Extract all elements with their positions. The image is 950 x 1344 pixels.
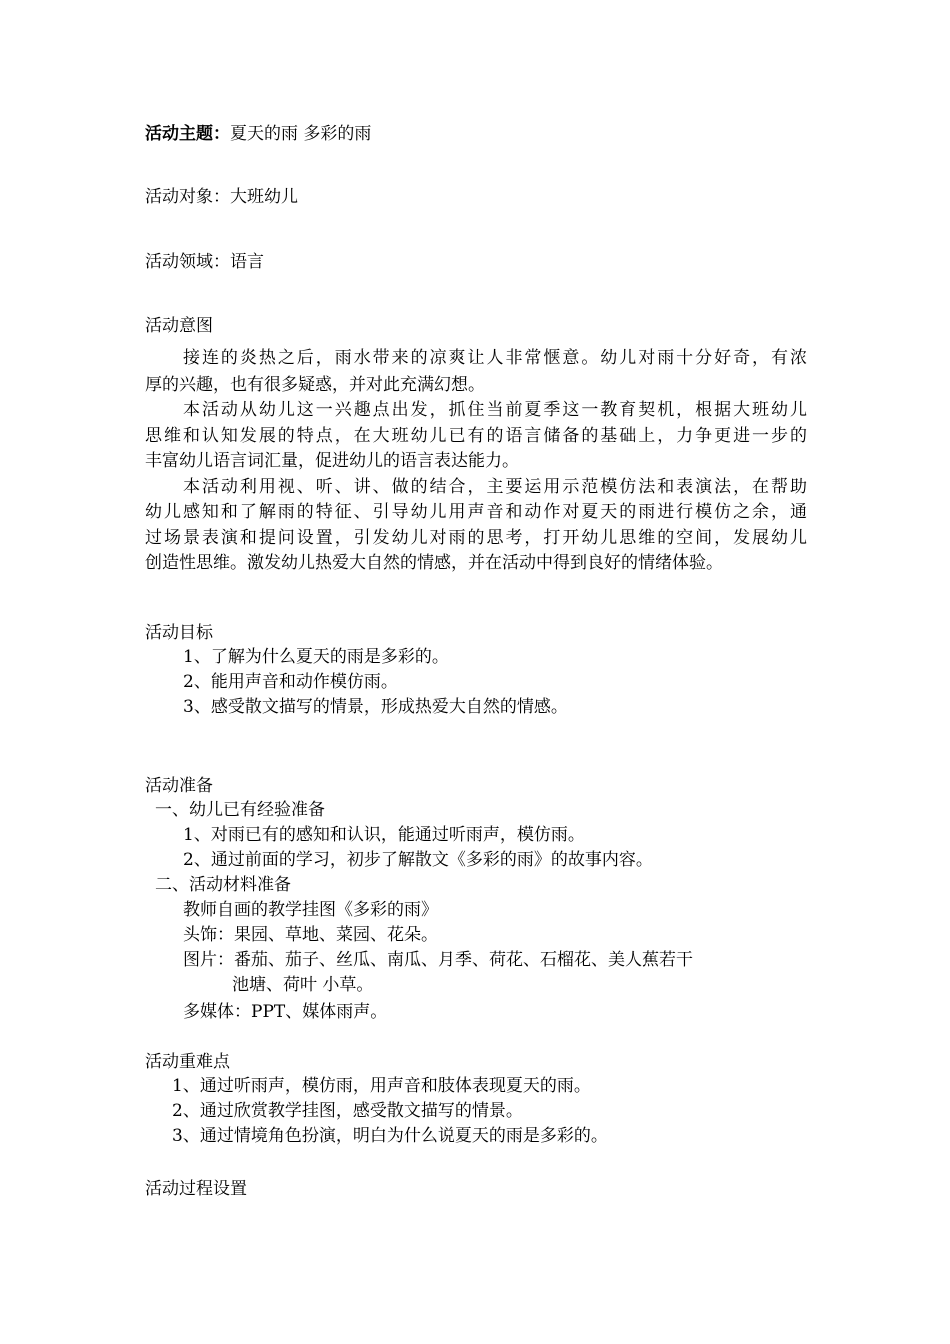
- key-item: 1、通过听雨声，模仿雨，用声音和肢体表现夏天的雨。: [172, 1076, 591, 1096]
- intent-line: 本活动从幼儿这一兴趣点出发，抓住当前夏季这一教育契机，根据大班幼儿: [183, 400, 807, 420]
- prep-item: 1、对雨已有的感知和认识，能通过听雨声，模仿雨。: [183, 825, 585, 845]
- prep-part1-title: 一、幼儿已有经验准备: [155, 800, 325, 820]
- activity-theme: [145, 122, 371, 146]
- prep-heading: 活动准备: [145, 776, 213, 796]
- intent-line: 本活动利用视、听、讲、做的结合，主要运用示范模仿法和表演法，在帮助: [183, 477, 807, 497]
- intent-line: 厚的兴趣，也有很多疑惑，并对此充满幻想。: [145, 375, 485, 395]
- goal-item: 1、了解为什么夏天的雨是多彩的。: [183, 647, 449, 667]
- process-heading: 活动过程设置: [145, 1179, 247, 1199]
- goals-heading: 活动目标: [145, 623, 213, 643]
- goal-item: 3、感受散文描写的情景，形成热爱大自然的情感。: [183, 697, 568, 717]
- intent-line: 过场景表演和提问设置，引发幼儿对雨的思考，打开幼儿思维的空间，发展幼儿: [145, 528, 807, 548]
- prep-item: 图片：番茄、茄子、丝瓜、南瓜、月季、荷花、石榴花、美人蕉若干: [183, 950, 693, 970]
- key-heading: 活动重难点: [145, 1052, 230, 1072]
- intent-line: 创造性思维。激发幼儿热爱大自然的情感，并在活动中得到良好的情绪体验。: [145, 553, 723, 573]
- activity-object: 活动对象：大班幼儿: [145, 187, 298, 207]
- intent-line: 幼儿感知和了解雨的特征、引导幼儿用声音和动作对夏天的雨进行模仿之余，通: [145, 502, 807, 522]
- prep-item: 池塘、荷叶 小草。: [232, 975, 374, 995]
- key-item: 3、通过情境角色扮演，明白为什么说夏天的雨是多彩的。: [172, 1126, 608, 1146]
- prep-part2-title: 二、活动材料准备: [155, 875, 291, 895]
- activity-theme-value: 夏天的雨 多彩的雨: [230, 124, 372, 144]
- intent-line: 接连的炎热之后，雨水带来的凉爽让人非常惬意。幼儿对雨十分好奇，有浓: [183, 348, 807, 368]
- activity-domain: 活动领域：语言: [145, 252, 264, 272]
- prep-item: 多媒体：PPT、媒体雨声。: [183, 1002, 388, 1022]
- goal-item: 2、能用声音和动作模仿雨。: [183, 672, 398, 692]
- activity-theme-label: 活动主题：: [145, 124, 230, 144]
- prep-item: 2、通过前面的学习，初步了解散文《多彩的雨》的故事内容。: [183, 850, 653, 870]
- prep-item: 教师自画的教学挂图《多彩的雨》: [183, 900, 438, 920]
- intent-line: 丰富幼儿语言词汇量，促进幼儿的语言表达能力。: [145, 451, 519, 471]
- intent-line: 思维和认知发展的特点，在大班幼儿已有的语言储备的基础上，力争更进一步的: [145, 426, 807, 446]
- prep-item: 头饰：果园、草地、菜园、花朵。: [183, 925, 438, 945]
- key-item: 2、通过欣赏教学挂图，感受散文描写的情景。: [172, 1101, 523, 1121]
- intent-heading: 活动意图: [145, 316, 213, 336]
